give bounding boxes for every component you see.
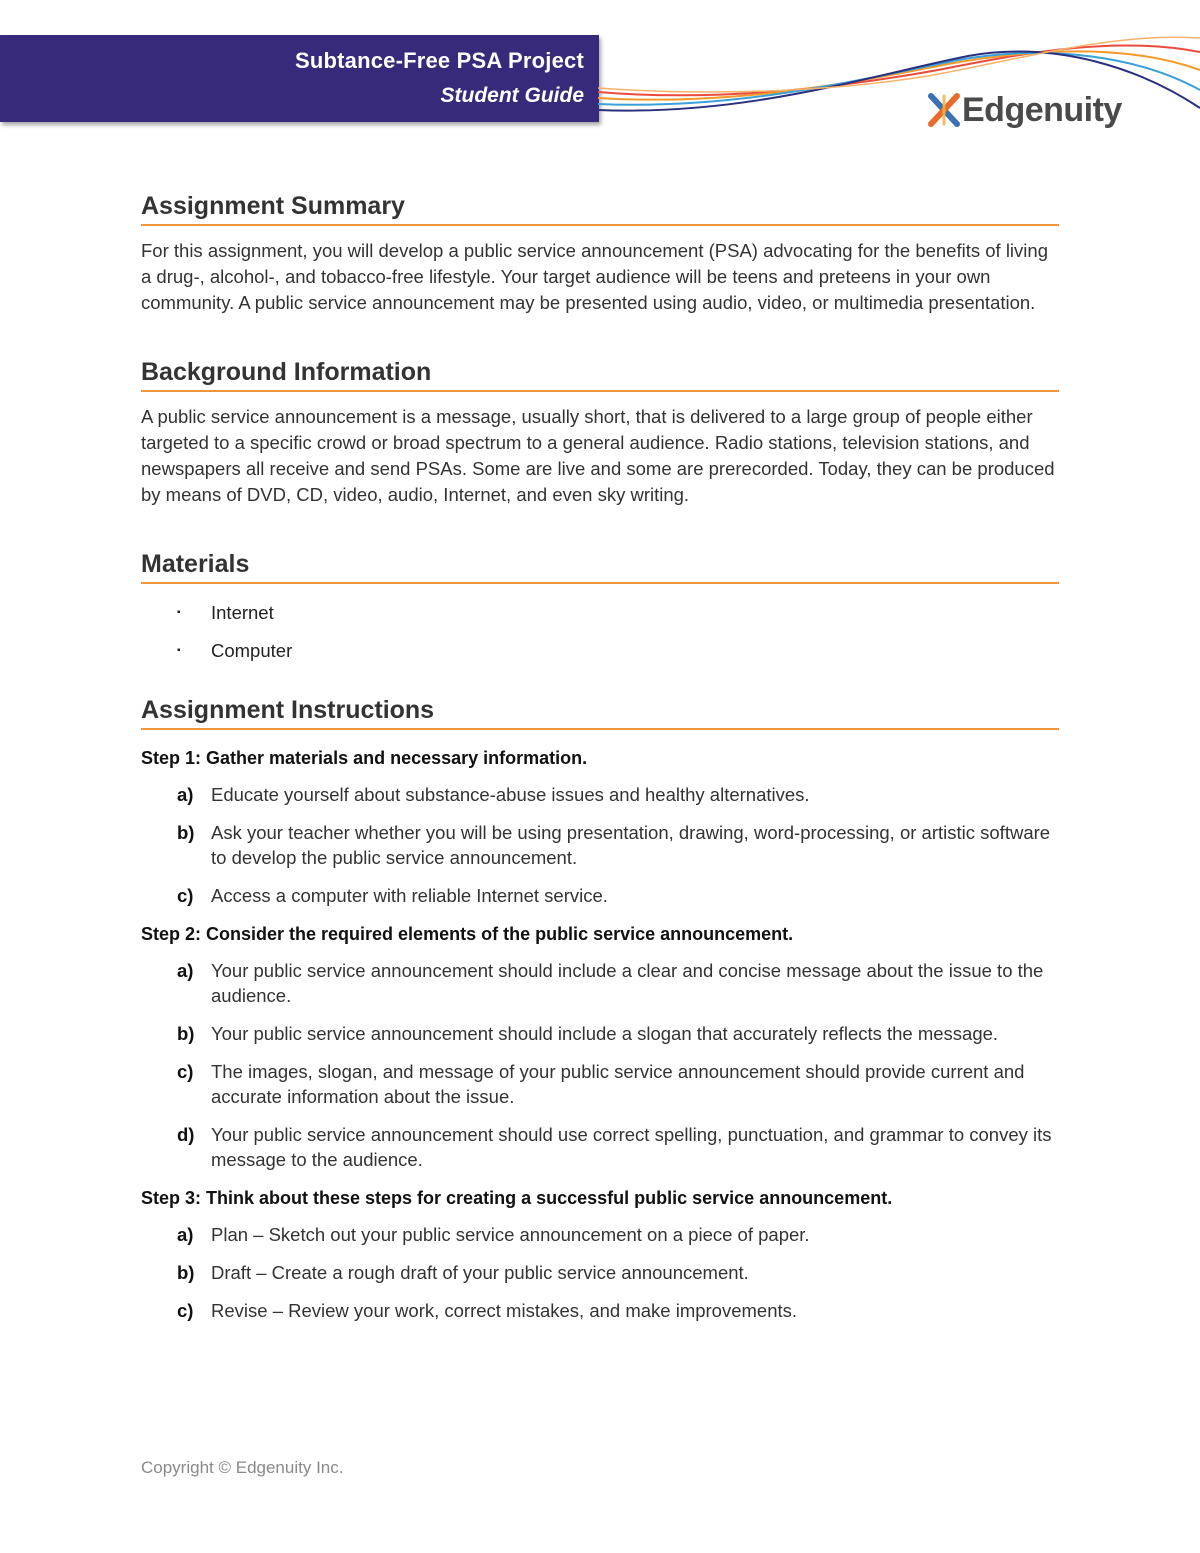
item-text: Access a computer with reliable Internet service. xyxy=(211,885,608,906)
document-title: Subtance-Free PSA Project xyxy=(294,48,584,73)
item-text: The images, slogan, and message of your public service announcement should provide current and accurate information about the issue. xyxy=(211,1061,1025,1107)
item-letter: a) xyxy=(177,960,194,981)
bullet-icon: ▪ xyxy=(177,607,181,618)
background-text: A public service announcement is a message, usually short, that is delivered to a large group of people either targeted to a specific crowd or broad spectrum to a general audience. Radio stations, television stations, and newspapers all receive and send PSAs. Some are live and some are prerecorded. Today, they can be produced by means of DVD, CD, video, audio, Internet, and even sky writing. xyxy=(141,406,1055,505)
edgenuity-logo xyxy=(928,88,1122,132)
materials-list xyxy=(141,600,1059,664)
document-body xyxy=(141,190,1059,1363)
logo-text: Edgenuity xyxy=(962,91,1122,129)
list-item xyxy=(141,1122,1059,1172)
materials-section xyxy=(141,548,1059,664)
item-letter: b) xyxy=(177,822,195,843)
step-2-heading: Step 2: Consider the required elements of the public service announcement. xyxy=(141,924,794,944)
bullet-icon: ▪ xyxy=(177,645,181,656)
item-letter: b) xyxy=(177,1262,195,1283)
step-3-heading: Step 3: Think about these steps for creating a successful public service announcement. xyxy=(141,1188,893,1208)
item-letter: c) xyxy=(177,1061,194,1082)
materials-heading: Materials xyxy=(141,548,1059,584)
list-item xyxy=(141,782,1059,807)
step-2-list xyxy=(141,958,1059,1172)
document-subtitle: Student Guide xyxy=(440,84,584,107)
background-heading: Background Information xyxy=(141,356,1059,392)
header-banner xyxy=(0,35,599,122)
list-item xyxy=(141,958,1059,1008)
list-item xyxy=(141,1059,1059,1109)
instructions-heading: Assignment Instructions xyxy=(141,694,1059,730)
list-item xyxy=(141,883,1059,908)
list-item xyxy=(141,1021,1059,1046)
list-item xyxy=(141,1260,1059,1285)
item-text: Your public service announcement should use correct spelling, punctuation, and grammar to convey its message to the audience. xyxy=(211,1124,1052,1170)
material-text: Internet xyxy=(211,602,274,623)
item-letter: d) xyxy=(177,1124,195,1145)
summary-heading: Assignment Summary xyxy=(141,190,1059,226)
list-item xyxy=(141,1298,1059,1323)
material-text: Computer xyxy=(211,640,293,661)
item-text: Plan – Sketch out your public service announcement on a piece of paper. xyxy=(211,1224,810,1245)
item-text: Ask your teacher whether you will be using presentation, drawing, word-processing, or artistic software to develop the public service announcement. xyxy=(211,822,1051,868)
item-text: Your public service announcement should include a clear and concise message about the issue to the audience. xyxy=(211,960,1044,1006)
step-1-list xyxy=(141,782,1059,908)
item-text: Revise – Review your work, correct mistakes, and make improvements. xyxy=(211,1300,798,1321)
summary-text: For this assignment, you will develop a public service announcement (PSA) advocating for the benefits of living a drug-, alcohol-, and tobacco-free lifestyle. Your target audience will be teens and preteens in your own community. A public service announcement may be presented using audio, video, or multimedia presentation. xyxy=(141,240,1048,313)
background-section xyxy=(141,356,1059,508)
item-letter: c) xyxy=(177,885,194,906)
item-letter: b) xyxy=(177,1023,195,1044)
list-item xyxy=(141,1222,1059,1247)
item-text: Draft – Create a rough draft of your public service announcement. xyxy=(211,1262,749,1283)
step-3-list xyxy=(141,1222,1059,1323)
item-letter: c) xyxy=(177,1300,194,1321)
list-item xyxy=(141,820,1059,870)
list-item xyxy=(141,638,1059,664)
instructions-section xyxy=(141,694,1059,1323)
step-1-heading: Step 1: Gather materials and necessary information. xyxy=(141,748,588,768)
edgenuity-x-mark-icon xyxy=(928,92,960,128)
item-text: Educate yourself about substance-abuse issues and healthy alternatives. xyxy=(211,784,810,805)
summary-section xyxy=(141,190,1059,316)
list-item xyxy=(141,600,1059,626)
item-letter: a) xyxy=(177,1224,194,1245)
item-letter: a) xyxy=(177,784,194,805)
item-text: Your public service announcement should include a slogan that accurately reflects the message. xyxy=(211,1023,999,1044)
copyright-footer: Copyright © Edgenuity Inc. xyxy=(141,1458,344,1477)
